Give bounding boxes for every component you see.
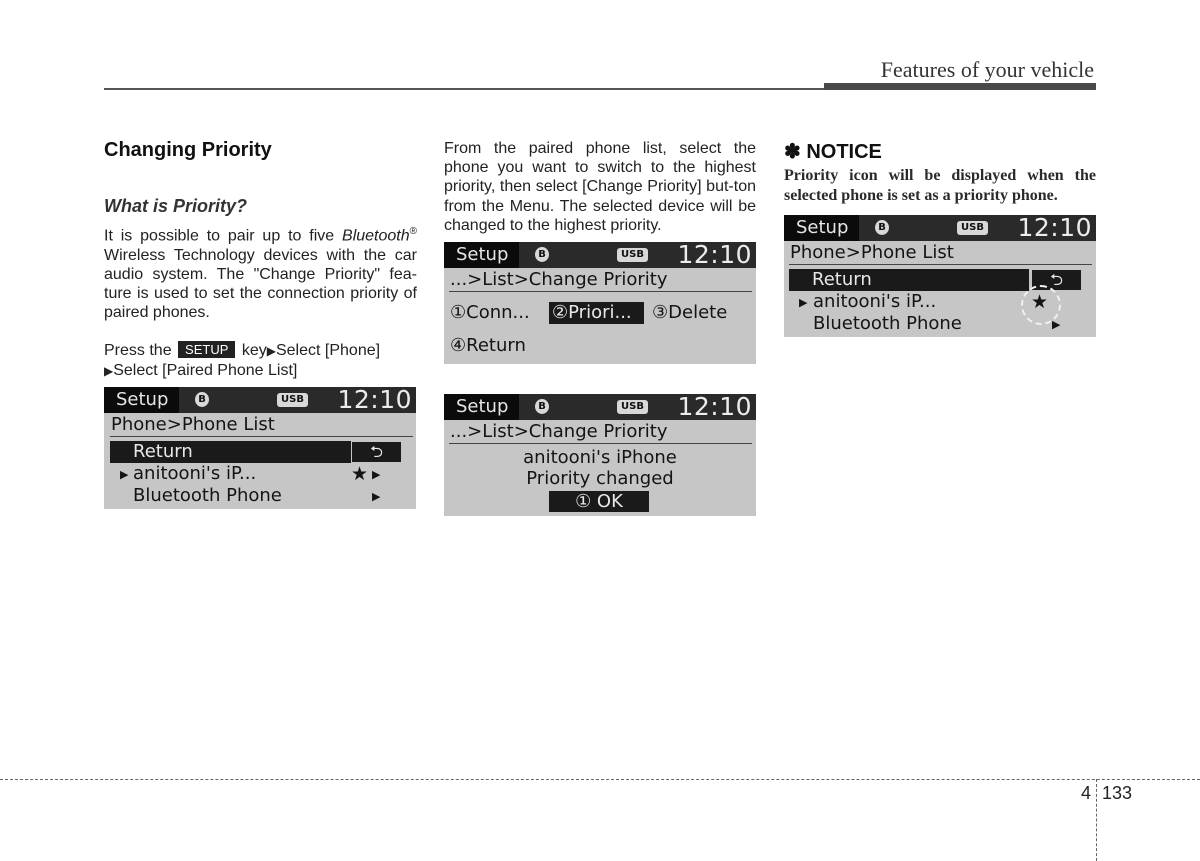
clock-display: 12:10 — [677, 394, 752, 421]
footer-rule — [0, 779, 1200, 780]
bluetooth-icon: B — [535, 247, 549, 262]
clock-display: 12:10 — [337, 387, 412, 414]
back-icon[interactable]: ⮌ — [1032, 270, 1081, 290]
page-header-title: Features of your vehicle — [880, 57, 1094, 82]
priority-changed-screen — [444, 394, 756, 516]
screen-path: Phone>Phone List — [111, 414, 275, 435]
result-status-text: Priority changed — [526, 468, 674, 489]
change-priority-menu-screen — [444, 242, 756, 364]
header-bar — [824, 83, 1096, 90]
priority-icon-screen — [784, 215, 1096, 337]
select-paired-text: Select [Paired Phone List] — [113, 362, 298, 380]
menu-option-priority[interactable]: ②Priori... — [549, 302, 644, 324]
usb-icon: USB — [277, 393, 308, 407]
back-icon[interactable]: ⮌ — [352, 442, 401, 462]
intro-text-after: Wireless Technology devices with the car audio system. The "Change Priority" fea-ture is used to set the connection priority of paired phones. — [104, 246, 417, 322]
section-heading: Changing Priority — [104, 139, 272, 161]
intro-paragraph — [104, 222, 417, 322]
section-subheading: What is Priority? — [104, 196, 248, 216]
return-row[interactable]: Return — [110, 441, 351, 463]
menu-option-return[interactable]: ④Return — [450, 335, 526, 356]
screen-path: Phone>Phone List — [790, 242, 954, 263]
menu-option-delete[interactable]: ③Delete — [652, 302, 728, 323]
arrow-right-icon: ▶ — [104, 364, 114, 379]
footer-divider — [1096, 779, 1097, 861]
intro-text-before: It is possible to pair up to five — [104, 227, 343, 245]
phone-list-screen — [104, 387, 416, 509]
bluetooth-brand: Bluetooth — [342, 227, 410, 245]
list-item-iphone[interactable]: anitooni's iP... — [133, 463, 257, 484]
usb-icon: USB — [617, 248, 648, 262]
usb-icon: USB — [957, 221, 988, 235]
item-arrow-icon: ▶ — [1052, 318, 1061, 331]
arrow-right-icon: ▶ — [266, 344, 276, 358]
item-arrow-icon: ▶ — [799, 296, 808, 309]
path-divider — [789, 264, 1092, 265]
clock-display: 12:10 — [677, 242, 752, 269]
instructions-paragraph: From the paired phone list, select the phone you want to switch to the highest priority, then select [Change Priority] but-ton from the Menu. The selected device will be changed to the highest priority. — [444, 140, 756, 234]
header-rule — [104, 88, 824, 90]
clock-display: 12:10 — [1017, 215, 1092, 242]
return-row[interactable]: Return — [789, 269, 1029, 291]
list-item-iphone[interactable]: anitooni's iP... — [813, 291, 937, 312]
bluetooth-icon: B — [875, 220, 889, 235]
setup-tab: Setup — [784, 215, 859, 241]
press-the-text: Press the — [104, 342, 172, 359]
result-phone-name: anitooni's iPhone — [523, 447, 677, 468]
usb-icon: USB — [617, 400, 648, 414]
page-number: 133 — [1102, 783, 1133, 803]
setup-instruction — [104, 341, 417, 381]
notice-heading: ✽ NOTICE — [784, 141, 882, 163]
path-divider — [110, 436, 413, 437]
priority-star-icon: ★ — [1031, 291, 1049, 313]
list-item-bluetooth-phone[interactable]: Bluetooth Phone — [133, 485, 282, 506]
item-arrow-icon: ▶ — [372, 490, 381, 503]
chapter-number: 4 — [1081, 783, 1092, 803]
setup-tab: Setup — [104, 387, 179, 413]
path-divider — [449, 291, 752, 292]
screen-path: ...>List>Change Priority — [450, 269, 668, 290]
notice-text: Priority icon will be displayed when the selected phone is set as a priority phone. — [784, 167, 1096, 204]
bluetooth-icon: B — [535, 399, 549, 414]
registered-mark: ® — [409, 226, 417, 237]
select-phone-text: Select [Phone] — [275, 342, 381, 359]
list-item-bluetooth-phone[interactable]: Bluetooth Phone — [813, 313, 962, 334]
setup-tab: Setup — [444, 242, 519, 268]
screen-path: ...>List>Change Priority — [450, 421, 668, 442]
item-arrow-icon: ▶ — [120, 468, 129, 481]
item-arrow-icon: ▶ — [372, 468, 381, 481]
menu-option-connect[interactable]: ①Conn... — [450, 302, 530, 323]
ok-button[interactable]: ① OK — [549, 491, 649, 512]
bluetooth-icon: B — [195, 392, 209, 407]
key-text: key — [241, 342, 267, 359]
path-divider — [449, 443, 752, 444]
setup-tab: Setup — [444, 394, 519, 420]
priority-star-icon: ★ — [351, 463, 369, 485]
setup-key-label: SETUP — [178, 341, 235, 358]
